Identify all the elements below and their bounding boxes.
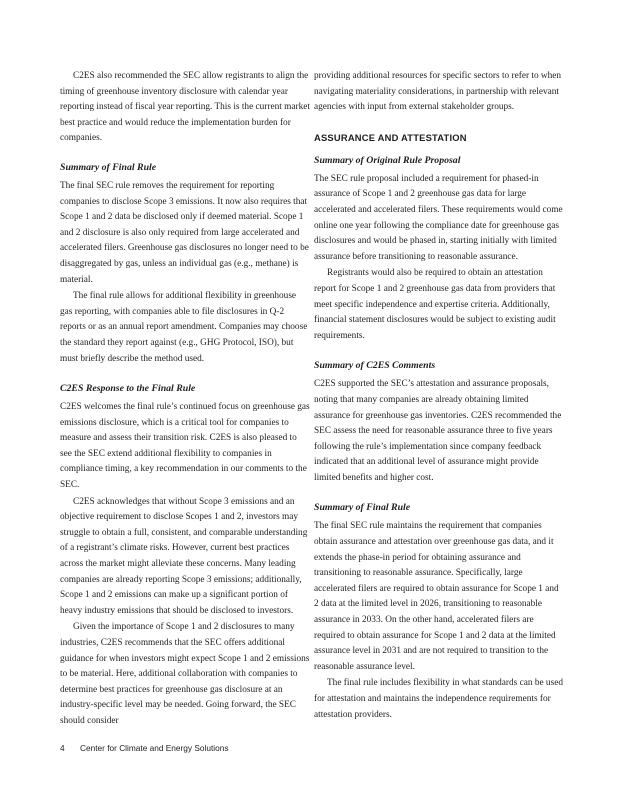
section-heading-assurance: ASSURANCE AND ATTESTATION (314, 131, 467, 143)
paragraph: C2ES acknowledges that without Scope 3 emissions and an objective requirement to disclose Scopes 1 and 2, investors may struggle to obtain a full, consistent, and comparable understanding of a registrant’s climate risks. However, current best practices across the market might alleviate these concerns. Many leading companies are already reporting Scope 3 emissions; additionally, Scope 1 and 2 emissions can make up a significant portion of heavy industry emissions that should be disclosed to investors. (60, 496, 308, 616)
paragraph: The final rule allows for additional flexibility in greenhouse gas reporting, with companies able to file disclosures in Q-2 reports or as an annual report amendment. Companies may choose the standard they report against (e.g., GHG Protocol, ISO), but must briefly describe the method used. (60, 291, 308, 364)
paragraph: C2ES supported the SEC’s attestation and assurance proposals, noting that many companies are already obtaining limited assurance for greenhouse gas inventories. C2ES recommended the SEC assess the need for reasonable assurance three to five years following the rule’s implementation since company feedback indicated that an additional level of assurance might provide limited benefits and higher cost. (314, 379, 562, 483)
page-footer (60, 743, 229, 753)
paragraph: providing additional resources for specific sectors to refer to when navigating materiality considerations, in partnership with relevant agencies with input from external stakeholder groups. (314, 71, 562, 113)
paragraph: Given the importance of Scope 1 and 2 disclosures to many industries, C2ES recommends that the SEC offers additional guidance for when investors might expect Scope 1 and 2 emissions to be material. Here, additional collaboration with companies to determine best practices for greenhouse gas disclosure at an industry-specific level may be needed. Going forward, the SEC should consider (60, 622, 310, 726)
right-column (314, 69, 564, 724)
paragraph: The SEC rule proposal included a requirement for phased-in assurance of Scope 1 and 2 greenhouse gas data for large accelerated and accelerated filers. These requirements would come online one year following the compliance date for greenhouse gas disclosures and would be phased in, starting initially with limited assurance before transitioning to reasonable assurance. (314, 173, 563, 262)
subheading-c2es-comments: Summary of C2ES Comments (314, 360, 436, 372)
page-number: 4 (60, 743, 65, 753)
paragraph: The final SEC rule removes the requirement for reporting companies to disclose Scope 3 emissions. It now also requires that Scope 1 and 2 data be disclosed only if deemed material. Scope 1 and 2 disclosure is also only required from large accelerated and accelerated filers. Greenhouse gas disclosures no longer need to be disaggregated by gas, unless an individual gas (e.g., methane) is material. (60, 180, 309, 285)
subheading-summary-final-rule: Summary of Final Rule (314, 502, 411, 514)
left-column (60, 69, 310, 731)
paragraph: Registrants would also be required to obtain an attestation report for Scope 1 and 2 greenhouse gas data from providers that meet specific independence and expertise criteria. Additionally, financial statement disclosures would be subject to existing audit requirements. (314, 268, 556, 341)
paragraph: C2ES also recommended the SEC allow registrants to align the timing of greenhouse inventory disclosure with calendar year reporting instead of fiscal year reporting. This is the current market best practice and would reduce the implementation burden for companies. (60, 71, 310, 144)
paragraph: C2ES welcomes the final rule’s continued focus on greenhouse gas emissions disclosure, which is a critical tool for companies to measure and assess their transition risk. C2ES is also pleased to see the SEC extend additional flexibility to companies in compliance timing, a key recommendation in our comments to the SEC. (60, 402, 310, 491)
subheading-summary-final-rule: Summary of Final Rule (60, 161, 157, 173)
subheading-original-proposal: Summary of Original Rule Proposal (314, 154, 461, 166)
paragraph: The final SEC rule maintains the requirement that companies obtain assurance and attestation over greenhouse gas data, and it extends the phase-in period for obtaining assurance and transitioning to reasonable assurance. Specifically, large accelerated filers are required to obtain assurance for Scope 1 and 2 data at the limited level in 2026, transitioning to reasonable assurance in 2033. On the other hand, accelerated filers are required to obtain assurance for Scope 1 and 2 data at the limited assurance level in 2031 and are not required to transition to the reasonable assurance level. (314, 521, 559, 672)
footer-org-name: Center for Climate and Energy Solutions (80, 743, 229, 753)
subheading-c2es-response: C2ES Response to the Final Rule (60, 383, 196, 395)
paragraph: The final rule includes flexibility in what standards can be used for attestation and maintains the independence requirements for attestation providers. (314, 678, 563, 720)
